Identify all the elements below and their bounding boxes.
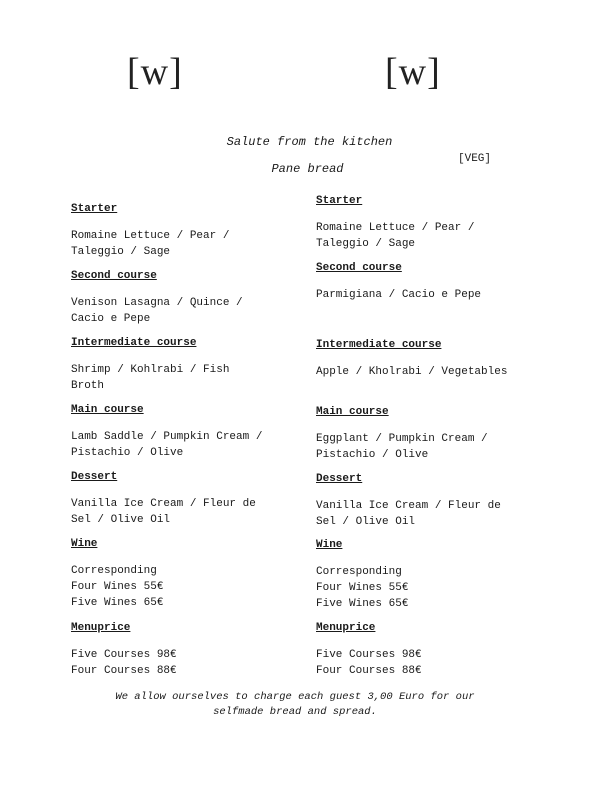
menu-line: Vanilla Ice Cream / Fleur de	[316, 500, 501, 512]
menu-line: Four Courses 88€	[71, 665, 177, 677]
section-heading: Intermediate course	[71, 337, 197, 349]
bread-charge-note	[90, 690, 500, 720]
veg-tag: [VEG]	[458, 153, 492, 165]
section-items	[316, 647, 551, 679]
section-items	[71, 362, 301, 394]
menu-line: Taleggio / Sage	[316, 238, 416, 250]
section-heading: Starter	[316, 195, 363, 207]
menu-line: Romaine Lettuce / Pear /	[71, 230, 230, 242]
section-main-course	[71, 402, 301, 461]
menu-line: Four Courses 88€	[316, 665, 422, 677]
section-dessert	[71, 469, 301, 528]
section-heading: Menuprice	[71, 622, 131, 634]
menu-line: Five Courses 98€	[71, 649, 177, 661]
section-menuprice	[71, 620, 301, 679]
menu-line: Four Wines 55€	[71, 581, 164, 593]
section-items	[71, 429, 301, 461]
section-wine	[316, 537, 551, 612]
section-menuprice	[316, 620, 551, 679]
menu-line: Sel / Olive Oil	[71, 514, 171, 526]
section-second-course	[71, 268, 301, 327]
menu-line: Cacio e Pepe	[71, 313, 151, 325]
menu-line: Pistachio / Olive	[71, 447, 184, 459]
menu-line: Five Courses 98€	[316, 649, 422, 661]
menu-line: Broth	[71, 380, 105, 392]
section-heading: Main course	[316, 406, 389, 418]
menu-line: Sel / Olive Oil	[316, 516, 416, 528]
footer-line: We allow ourselves to charge each guest 3,00 Euro for our	[115, 691, 475, 703]
menu-line: Four Wines 55€	[316, 582, 409, 594]
salute-line: Salute from the kitchen	[226, 135, 393, 149]
menu-line: Vanilla Ice Cream / Fleur de	[71, 498, 256, 510]
restaurant-logo-right: [w]	[385, 51, 441, 93]
section-heading: Dessert	[316, 473, 363, 485]
section-heading: Second course	[316, 262, 402, 274]
section-heading: Starter	[71, 203, 118, 215]
section-second-course	[316, 260, 551, 303]
section-starter	[71, 201, 301, 260]
section-heading: Second course	[71, 270, 157, 282]
menu-line: Parmigiana / Cacio e Pepe	[316, 289, 482, 301]
menu-line: Eggplant / Pumpkin Cream /	[316, 433, 488, 445]
section-starter	[316, 193, 551, 252]
restaurant-logo-left: [w]	[127, 51, 183, 93]
section-wine	[71, 536, 301, 611]
section-items	[71, 496, 301, 528]
section-intermediate-course	[71, 335, 301, 394]
section-items	[71, 295, 301, 327]
menu-line: Pistachio / Olive	[316, 449, 429, 461]
menu-line: Shrimp / Kohlrabi / Fish	[71, 364, 230, 376]
menu-line: Corresponding	[316, 566, 402, 578]
section-items	[71, 563, 301, 611]
section-items	[316, 287, 551, 303]
pane-bread-line: Pane bread	[271, 162, 344, 176]
menu-line: Five Wines 65€	[71, 597, 164, 609]
section-items	[71, 647, 301, 679]
section-heading: Wine	[316, 539, 343, 551]
section-items	[316, 364, 551, 380]
section-dessert	[316, 471, 551, 530]
footer-line: selfmade bread and spread.	[213, 706, 377, 718]
menu-line: Venison Lasagna / Quince /	[71, 297, 243, 309]
section-heading: Intermediate course	[316, 339, 442, 351]
section-intermediate-course	[316, 337, 551, 380]
section-main-course	[316, 404, 551, 463]
menu-line: Lamb Saddle / Pumpkin Cream /	[71, 431, 263, 443]
section-heading: Dessert	[71, 471, 118, 483]
section-items	[316, 431, 551, 463]
section-heading: Wine	[71, 538, 98, 550]
menu-line: Corresponding	[71, 565, 157, 577]
section-items	[71, 228, 301, 260]
section-items	[316, 220, 551, 252]
menu-line: Apple / Kholrabi / Vegetables	[316, 366, 508, 378]
menu-line: Taleggio / Sage	[71, 246, 171, 258]
section-items	[316, 564, 551, 612]
menu-line: Romaine Lettuce / Pear /	[316, 222, 475, 234]
menu-line: Five Wines 65€	[316, 598, 409, 610]
section-heading: Main course	[71, 404, 144, 416]
section-heading: Menuprice	[316, 622, 376, 634]
section-items	[316, 498, 551, 530]
